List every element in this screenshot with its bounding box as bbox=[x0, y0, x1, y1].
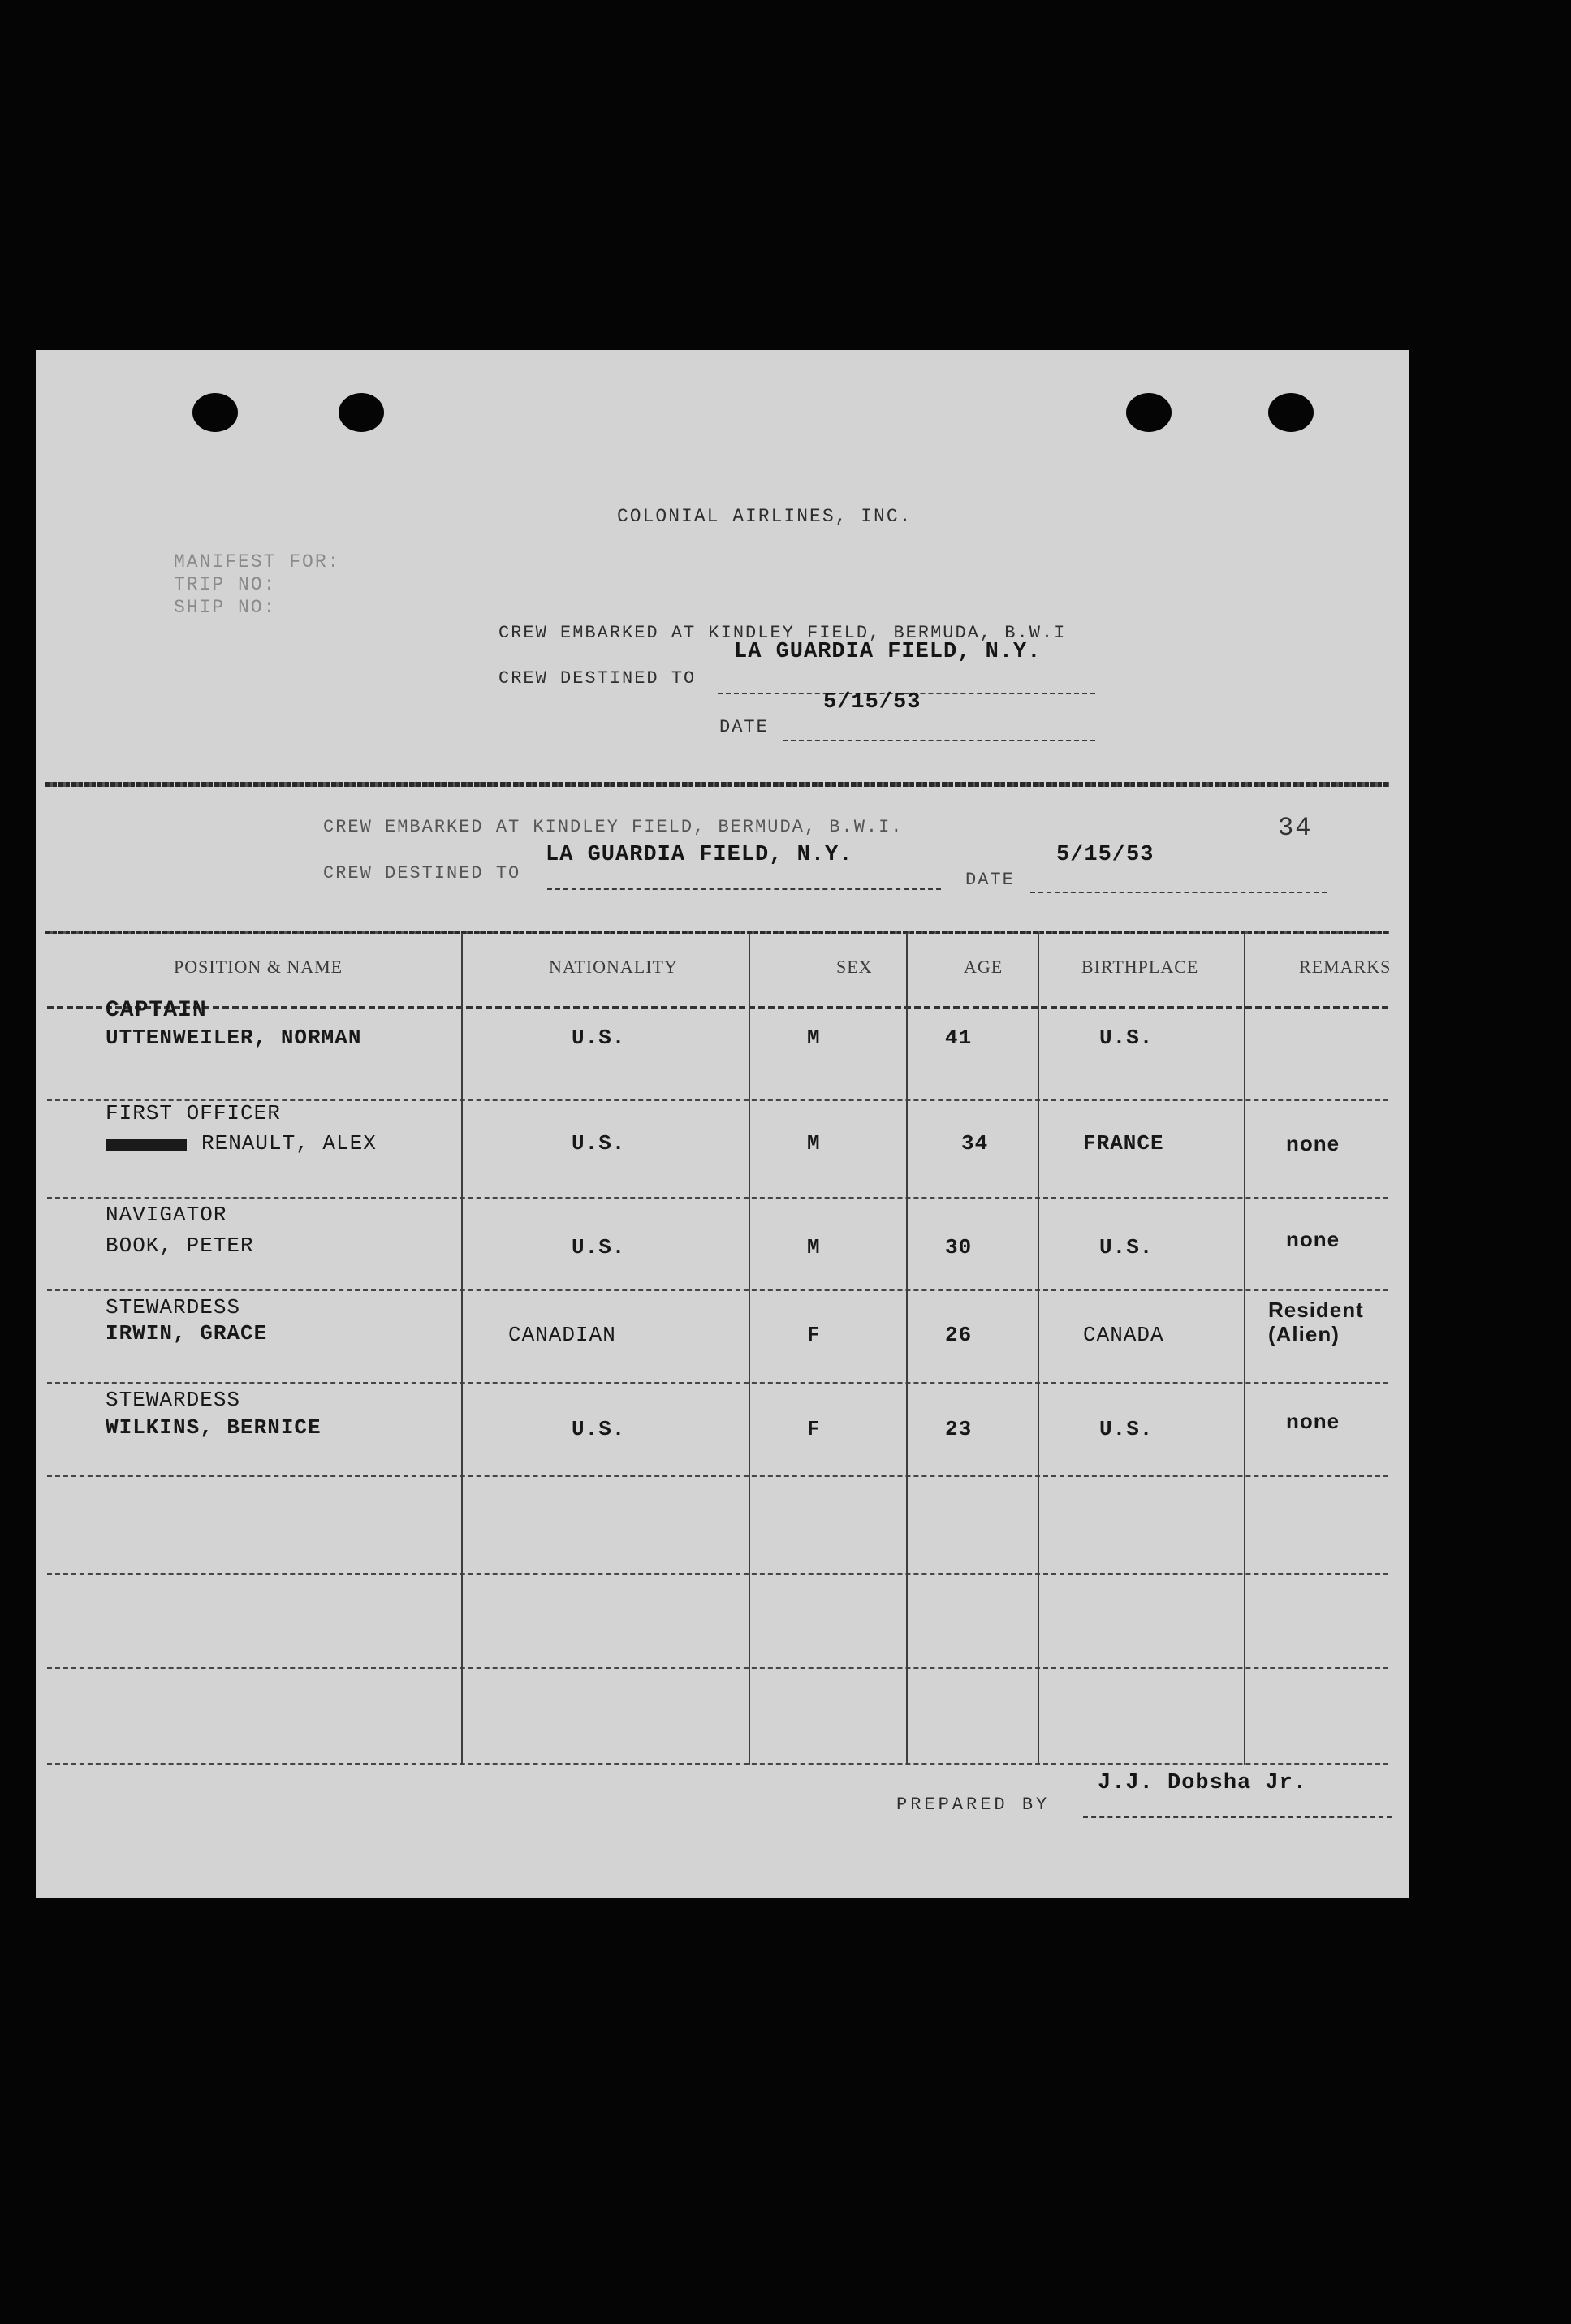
crew-destined-top-label: CREW DESTINED TO bbox=[498, 668, 697, 689]
date-section-value: 5/15/53 bbox=[1056, 843, 1155, 867]
page-number: 34 bbox=[1278, 813, 1313, 843]
date-top-value: 5/15/53 bbox=[823, 690, 921, 715]
crew-age: 26 bbox=[945, 1323, 973, 1347]
column-divider bbox=[1244, 933, 1245, 1765]
date-top-line bbox=[783, 740, 1095, 741]
crew-nationality: U.S. bbox=[572, 1417, 626, 1441]
crew-remarks: none bbox=[1286, 1131, 1340, 1156]
crew-nationality: U.S. bbox=[572, 1235, 626, 1259]
crew-nationality: U.S. bbox=[572, 1131, 626, 1156]
ship-no-label: SHIP NO: bbox=[174, 597, 277, 618]
crew-nationality: U.S. bbox=[572, 1026, 626, 1050]
prepared-by-line bbox=[1083, 1816, 1392, 1818]
row-rule bbox=[47, 1573, 1388, 1575]
crew-age: 34 bbox=[961, 1131, 989, 1156]
punch-hole bbox=[1268, 393, 1314, 432]
crew-position: NAVIGATOR bbox=[106, 1203, 227, 1227]
prepared-by-value: J.J. Dobsha Jr. bbox=[1098, 1771, 1308, 1795]
separator-rule bbox=[45, 782, 1389, 787]
company-name: COLONIAL AIRLINES, INC. bbox=[617, 506, 913, 527]
crew-birthplace: U.S. bbox=[1099, 1026, 1154, 1050]
date-top-label: DATE bbox=[719, 717, 769, 737]
row-rule bbox=[47, 1667, 1388, 1669]
header-remarks: REMARKS bbox=[1299, 957, 1392, 977]
header-position-name: POSITION & NAME bbox=[174, 957, 343, 977]
row-rule bbox=[47, 1475, 1388, 1477]
crew-remarks: none bbox=[1286, 1409, 1340, 1433]
crew-remarks: none bbox=[1286, 1227, 1340, 1251]
crew-sex: F bbox=[807, 1323, 821, 1347]
destination-section-line bbox=[547, 888, 941, 890]
punch-hole bbox=[339, 393, 384, 432]
crew-name: BOOK, PETER bbox=[106, 1233, 254, 1258]
crew-name: RENAULT, ALEX bbox=[201, 1131, 377, 1156]
date-section-label: DATE bbox=[965, 870, 1015, 890]
date-section-line bbox=[1030, 892, 1327, 893]
crew-age: 23 bbox=[945, 1417, 973, 1441]
crew-position: STEWARDESS bbox=[106, 1295, 241, 1320]
crew-position: STEWARDESS bbox=[106, 1388, 241, 1412]
header-sex: SEX bbox=[836, 957, 873, 977]
header-birthplace: BIRTHPLACE bbox=[1081, 957, 1199, 977]
crew-name: UTTENWEILER, NORMAN bbox=[106, 1026, 362, 1050]
crew-name: IRWIN, GRACE bbox=[106, 1321, 268, 1346]
crew-name: WILKINS, BERNICE bbox=[106, 1415, 322, 1440]
table-header-rule bbox=[47, 1006, 1388, 1009]
punch-hole bbox=[1126, 393, 1172, 432]
crew-age: 41 bbox=[945, 1026, 973, 1050]
crew-birthplace: U.S. bbox=[1099, 1417, 1154, 1441]
crew-destined-section-label: CREW DESTINED TO bbox=[323, 863, 521, 883]
column-divider bbox=[1038, 933, 1039, 1765]
crew-sex: F bbox=[807, 1417, 821, 1441]
destination-top-value: LA GUARDIA FIELD, N.Y. bbox=[734, 640, 1042, 664]
crew-sex: M bbox=[807, 1235, 821, 1259]
header-age: AGE bbox=[964, 957, 1003, 977]
struck-out-text bbox=[106, 1139, 187, 1151]
row-rule bbox=[47, 1289, 1388, 1291]
row-rule bbox=[47, 1197, 1388, 1199]
table-bottom-rule bbox=[47, 1763, 1388, 1765]
crew-sex: M bbox=[807, 1026, 821, 1050]
crew-sex: M bbox=[807, 1131, 821, 1156]
row-rule bbox=[47, 1382, 1388, 1384]
crew-birthplace: FRANCE bbox=[1083, 1131, 1164, 1156]
crew-embarked-section: CREW EMBARKED AT KINDLEY FIELD, BERMUDA, B.W.I. bbox=[323, 817, 904, 837]
column-divider bbox=[906, 933, 908, 1765]
crew-nationality: CANADIAN bbox=[508, 1323, 616, 1347]
trip-no-label: TRIP NO: bbox=[174, 574, 277, 595]
destination-section-value: LA GUARDIA FIELD, N.Y. bbox=[546, 843, 853, 867]
column-divider bbox=[461, 933, 463, 1765]
crew-remarks: Resident (Alien) bbox=[1268, 1298, 1364, 1346]
table-top-rule bbox=[45, 931, 1389, 934]
crew-birthplace: CANADA bbox=[1083, 1323, 1164, 1347]
crew-position: CAPTAIN bbox=[106, 998, 207, 1023]
crew-position: FIRST OFFICER bbox=[106, 1101, 281, 1125]
crew-birthplace: U.S. bbox=[1099, 1235, 1154, 1259]
manifest-for-label: MANIFEST FOR: bbox=[174, 551, 341, 572]
crew-age: 30 bbox=[945, 1235, 973, 1259]
crew-embarked-top: CREW EMBARKED AT KINDLEY FIELD, BERMUDA, B.W.I bbox=[498, 623, 1067, 643]
header-nationality: NATIONALITY bbox=[549, 957, 678, 977]
prepared-by-label: PREPARED BY bbox=[896, 1795, 1051, 1815]
column-divider bbox=[749, 933, 750, 1765]
manifest-sheet bbox=[36, 350, 1409, 1898]
punch-hole bbox=[192, 393, 238, 432]
